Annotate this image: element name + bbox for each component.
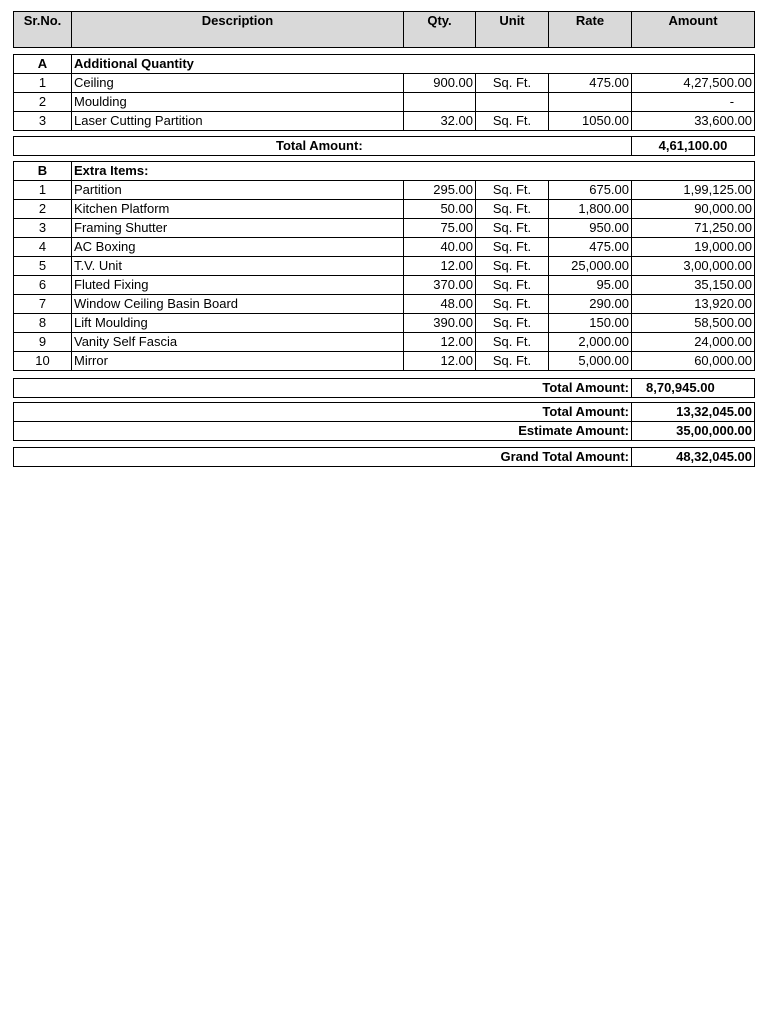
row-amount: 60,000.00 — [632, 352, 755, 371]
table-row — [14, 200, 755, 219]
summary-total-row — [14, 403, 755, 422]
section-a-code: A — [14, 55, 72, 74]
row-rate: 1050.00 — [549, 112, 632, 131]
section-b-title: Extra Items: — [72, 162, 755, 181]
row-unit: Sq. Ft. — [476, 112, 549, 131]
row-unit: Sq. Ft. — [476, 276, 549, 295]
grand-total-table — [13, 447, 755, 467]
table-row — [14, 238, 755, 257]
row-amount: 58,500.00 — [632, 314, 755, 333]
header-sr-no: Sr.No. — [14, 12, 72, 48]
row-unit: Sq. Ft. — [476, 333, 549, 352]
row-sr: 3 — [14, 112, 72, 131]
header-qty: Qty. — [404, 12, 476, 48]
row-unit: Sq. Ft. — [476, 352, 549, 371]
row-qty: 48.00 — [404, 295, 476, 314]
section-b-total-table — [13, 378, 755, 398]
row-sr: 6 — [14, 276, 72, 295]
row-sr: 1 — [14, 181, 72, 200]
row-description: Laser Cutting Partition — [72, 112, 404, 131]
row-unit: Sq. Ft. — [476, 295, 549, 314]
header-amount: Amount — [632, 12, 755, 48]
row-description: Mirror — [72, 352, 404, 371]
row-description: Moulding — [72, 93, 404, 112]
row-description: Window Ceiling Basin Board — [72, 295, 404, 314]
section-a-total-table — [13, 136, 755, 156]
header-rate: Rate — [549, 12, 632, 48]
section-a-total-label: Total Amount: — [14, 137, 632, 156]
section-a-total-value: 4,61,100.00 — [632, 137, 755, 156]
row-rate: 290.00 — [549, 295, 632, 314]
header-row — [14, 12, 755, 48]
table-row — [14, 74, 755, 93]
row-description: T.V. Unit — [72, 257, 404, 276]
row-description: Fluted Fixing — [72, 276, 404, 295]
section-b-title-row — [14, 162, 755, 181]
row-sr: 1 — [14, 74, 72, 93]
section-a-table — [13, 54, 755, 131]
row-unit: Sq. Ft. — [476, 181, 549, 200]
section-a-title-row — [14, 55, 755, 74]
row-description: Ceiling — [72, 74, 404, 93]
row-amount: 4,27,500.00 — [632, 74, 755, 93]
row-description: Vanity Self Fascia — [72, 333, 404, 352]
row-rate — [549, 93, 632, 112]
table-row — [14, 257, 755, 276]
section-b-code: B — [14, 162, 72, 181]
row-rate: 1,800.00 — [549, 200, 632, 219]
row-amount: 24,000.00 — [632, 333, 755, 352]
row-qty: 50.00 — [404, 200, 476, 219]
table-row — [14, 352, 755, 371]
row-rate: 150.00 — [549, 314, 632, 333]
row-description: AC Boxing — [72, 238, 404, 257]
table-row — [14, 181, 755, 200]
row-qty: 390.00 — [404, 314, 476, 333]
section-b-total-row — [14, 379, 755, 398]
row-description: Lift Moulding — [72, 314, 404, 333]
row-qty: 900.00 — [404, 74, 476, 93]
row-qty: 12.00 — [404, 257, 476, 276]
row-qty: 12.00 — [404, 333, 476, 352]
table-row — [14, 333, 755, 352]
row-amount: 33,600.00 — [632, 112, 755, 131]
row-rate: 2,000.00 — [549, 333, 632, 352]
row-sr: 8 — [14, 314, 72, 333]
row-sr: 3 — [14, 219, 72, 238]
row-description: Kitchen Platform — [72, 200, 404, 219]
row-sr: 4 — [14, 238, 72, 257]
row-rate: 475.00 — [549, 74, 632, 93]
row-qty: 295.00 — [404, 181, 476, 200]
section-b-total-value: 8,70,945.00 — [632, 379, 755, 398]
row-amount: 90,000.00 — [632, 200, 755, 219]
row-qty: 32.00 — [404, 112, 476, 131]
summary-estimate-row — [14, 422, 755, 441]
row-unit: Sq. Ft. — [476, 74, 549, 93]
row-amount: 35,150.00 — [632, 276, 755, 295]
row-unit — [476, 93, 549, 112]
row-sr: 7 — [14, 295, 72, 314]
header-unit: Unit — [476, 12, 549, 48]
row-amount: 13,920.00 — [632, 295, 755, 314]
summary-estimate-value: 35,00,000.00 — [632, 422, 755, 441]
row-qty: 75.00 — [404, 219, 476, 238]
row-unit: Sq. Ft. — [476, 257, 549, 276]
row-sr: 5 — [14, 257, 72, 276]
summary-table — [13, 402, 755, 441]
table-row — [14, 112, 755, 131]
row-rate: 950.00 — [549, 219, 632, 238]
section-a-total-row — [14, 137, 755, 156]
table-row — [14, 295, 755, 314]
row-description: Partition — [72, 181, 404, 200]
row-rate: 675.00 — [549, 181, 632, 200]
row-rate: 25,000.00 — [549, 257, 632, 276]
table-row — [14, 276, 755, 295]
summary-total-value: 13,32,045.00 — [632, 403, 755, 422]
row-unit: Sq. Ft. — [476, 219, 549, 238]
grand-total-row — [14, 448, 755, 467]
row-amount: 19,000.00 — [632, 238, 755, 257]
table-row — [14, 314, 755, 333]
row-sr: 10 — [14, 352, 72, 371]
row-rate: 95.00 — [549, 276, 632, 295]
row-qty: 370.00 — [404, 276, 476, 295]
row-qty: 12.00 — [404, 352, 476, 371]
row-amount: 1,99,125.00 — [632, 181, 755, 200]
summary-estimate-label: Estimate Amount: — [14, 422, 632, 441]
section-b-total-label: Total Amount: — [14, 379, 632, 398]
table-row — [14, 219, 755, 238]
section-a-title: Additional Quantity — [72, 55, 755, 74]
header-description: Description — [72, 12, 404, 48]
grand-total-label: Grand Total Amount: — [14, 448, 632, 467]
table-row — [14, 93, 755, 112]
row-sr: 9 — [14, 333, 72, 352]
row-rate: 475.00 — [549, 238, 632, 257]
row-sr: 2 — [14, 200, 72, 219]
summary-total-label: Total Amount: — [14, 403, 632, 422]
row-qty — [404, 93, 476, 112]
row-unit: Sq. Ft. — [476, 200, 549, 219]
row-amount: - — [632, 93, 755, 112]
section-b-table — [13, 161, 755, 371]
row-unit: Sq. Ft. — [476, 314, 549, 333]
row-qty: 40.00 — [404, 238, 476, 257]
header-table — [13, 11, 755, 48]
row-amount: 3,00,000.00 — [632, 257, 755, 276]
grand-total-value: 48,32,045.00 — [632, 448, 755, 467]
row-rate: 5,000.00 — [549, 352, 632, 371]
row-sr: 2 — [14, 93, 72, 112]
row-description: Framing Shutter — [72, 219, 404, 238]
row-unit: Sq. Ft. — [476, 238, 549, 257]
row-amount: 71,250.00 — [632, 219, 755, 238]
